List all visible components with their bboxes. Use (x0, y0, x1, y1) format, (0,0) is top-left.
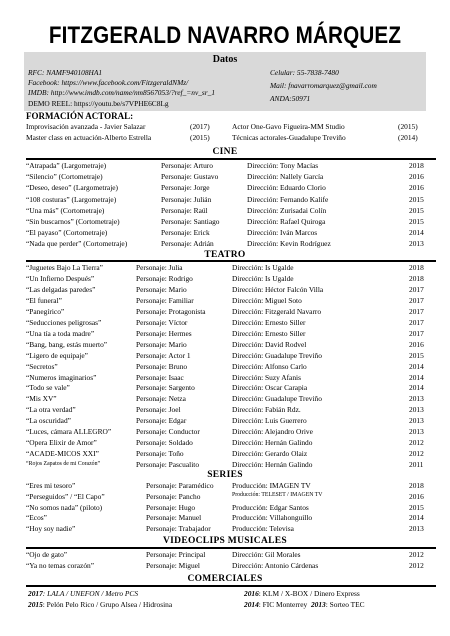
role-text: Personaje: Bruno (136, 361, 188, 371)
role-text: Personaje: Pancho (146, 491, 201, 501)
director-text: Dirección: Ernesto Siller (232, 328, 306, 338)
work-title: “Ojo de gato” (26, 550, 68, 559)
year-text: 2018 (409, 273, 424, 283)
teatro-row (26, 383, 436, 394)
teatro-row (26, 449, 436, 460)
teatro-row (26, 362, 436, 373)
year-text: 2012 (409, 550, 424, 559)
commercials-2015 (28, 600, 172, 609)
teatro-row (26, 318, 436, 329)
role-text: Personaje: Hugo (146, 502, 196, 512)
cine-heading: CINE (212, 147, 238, 157)
director-text: Producción: Edgar Santos (232, 502, 309, 512)
year-text: 2017 (409, 306, 424, 316)
role-text: Personaje: Gustavo (161, 172, 219, 182)
work-title: “Opera Elixir de Amor” (26, 438, 97, 448)
work-title: “La oscuridad” (26, 416, 71, 426)
work-title: “Mis XV” (26, 394, 57, 404)
director-text: Dirección: Ernesto Siller (232, 317, 306, 327)
cine-row (26, 161, 436, 172)
year-text: 2017 (409, 328, 424, 338)
role-text: Personaje: Mario (136, 284, 187, 294)
role-text: Personaje: Soldado (136, 438, 193, 448)
work-title: “Una más” (Cortometraje) (26, 205, 105, 215)
director-text: Dirección: David Rodvel (232, 339, 307, 349)
role-text: Personaje: Arturo (161, 161, 213, 170)
role-text: Personaje: Joel (136, 405, 181, 415)
role-text: Personaje: Netza (136, 394, 186, 404)
director-text: Producción: TELESET / IMAGEN TV (232, 491, 323, 498)
director-text: Dirección: Zurisadai Colín (247, 205, 327, 215)
teatro-row (26, 394, 436, 405)
role-text: Personaje: Actor 1 (136, 350, 191, 360)
work-title: “Las delgadas paredes” (26, 284, 96, 294)
year-text: 2017 (409, 317, 424, 327)
role-text: Personaje: Víctor (136, 317, 188, 327)
commercials-2016 (244, 589, 360, 598)
phone-text: Celular: 55-7838-7480 (270, 68, 339, 77)
teatro-row (26, 438, 436, 449)
year-text: 2014 (409, 513, 424, 523)
teatro-row (26, 351, 436, 362)
director-text: Dirección: Rafael Quiroga (247, 217, 326, 226)
course-name: Master class en actuación-Alberto Estrella (26, 133, 152, 142)
role-text: Personaje: Trabajador (146, 524, 211, 534)
role-text: Personaje: Toño (136, 449, 184, 459)
work-title: “Todo se vale” (26, 383, 70, 393)
work-title: “Numeros imaginarios” (26, 372, 97, 382)
year-text: 2014 (409, 383, 424, 393)
year-text: 2013 (409, 416, 424, 426)
role-text: Personaje: Erick (161, 228, 210, 238)
teatro-row (26, 329, 436, 340)
year-text: 2014 (409, 361, 424, 371)
director-text: Dirección: Is Ugalde (232, 263, 294, 272)
course-year: (2017) (190, 122, 210, 131)
teatro-divider (26, 260, 436, 262)
director-text: Dirección: Alejandro Orive (232, 427, 313, 437)
director-text: Dirección: Hernán Galindo (232, 460, 313, 470)
comerciales-divider (26, 585, 436, 587)
commercials-2014-2013 (244, 600, 365, 609)
commercials-year-2016: 2016 (244, 589, 259, 598)
role-text: Personaje: Julián (161, 194, 212, 204)
director-text: Dirección: Nallely García (247, 172, 324, 182)
work-title: “La otra verdad” (26, 405, 76, 415)
commercials-brands-2017: : LALA / UNEFON / Metro PCS (42, 589, 139, 598)
training-heading: FORMACIÓN ACTORAL: (26, 111, 134, 121)
imdb-link[interactable]: IMDB: http://www.imdb.com/name/nm8567053/?ref_=nv_sr_1 (28, 88, 216, 97)
director-text: Dirección: Kevin Rodríguez (247, 239, 331, 249)
director-text: Dirección: Is Ugalde (232, 273, 294, 283)
series-row (26, 503, 436, 514)
director-text: Dirección: Hernán Galindo (232, 438, 313, 448)
work-title: “Juguetes Bajo La Tierra” (26, 263, 103, 272)
work-title: “Panegírico” (26, 306, 65, 316)
director-text: Dirección: Alfonso Carlo (232, 361, 307, 371)
role-text: Personaje: Familiar (136, 295, 194, 305)
work-title: “108 costuras” (Largometraje) (26, 194, 117, 204)
year-text: 2015 (409, 502, 424, 512)
email-link[interactable]: Mail: fnavarromarquez@gmail.com (270, 81, 377, 90)
training-row (26, 133, 436, 144)
director-text: Dirección: Luis Guerrero (232, 416, 307, 426)
work-title: “Seducciones peligrosas” (26, 317, 102, 327)
year-text: 2013 (409, 239, 424, 249)
role-text: Personaje: Manuel (146, 513, 202, 523)
comerciales-heading: COMERCIALES (187, 574, 263, 584)
commercials-year-2015: 2015 (28, 600, 43, 609)
role-text: Personaje: Edgar (136, 416, 187, 426)
contact-data-heading: Datos (212, 54, 238, 65)
demo-reel-link[interactable]: DEMO REEL: https://youtu.be/s7VPHE6C8Lg (28, 99, 169, 108)
commercials-brands-2013: : Sorteo TEC (325, 600, 365, 609)
year-text: 2016 (409, 491, 424, 501)
work-title: “Bang, bang, estás muerto” (26, 339, 108, 349)
commercials-brands-2015: : Pelón Pelo Rico / Grupo Alsea / Hidrosina (42, 600, 173, 609)
series-row (26, 492, 436, 503)
year-text: 2013 (409, 427, 424, 437)
teatro-row (26, 285, 436, 296)
director-text: Dirección: Suzy Afanis (232, 372, 301, 382)
director-text: Producción: IMAGEN TV (232, 481, 311, 490)
year-text: 2014 (409, 228, 424, 238)
role-text: Personaje: Santiago (161, 217, 220, 226)
role-text: Personaje: Miguel (146, 561, 200, 570)
year-text: 2016 (409, 339, 424, 349)
series-row (26, 481, 436, 492)
director-text: Dirección: Miguel Soto (232, 295, 302, 305)
work-title: “Rojos Zapatos de mi Corazón” (26, 461, 101, 468)
videoclip-row (26, 550, 436, 561)
work-title: “Hoy soy nadie” (26, 524, 76, 534)
work-title: “Una tía a toda madre” (26, 328, 95, 338)
cine-row (26, 206, 436, 217)
role-text: Personaje: Protagonista (136, 306, 206, 316)
teatro-heading: TEATRO (204, 250, 246, 260)
course-name: Improvisación avanzada - Javier Salazar (26, 122, 146, 131)
series-row (26, 524, 436, 535)
year-text: 2018 (409, 263, 424, 272)
year-text: 2012 (409, 438, 424, 448)
director-text: Producción: Villahonguillo (232, 513, 313, 523)
role-text: Personaje: Julia (136, 263, 183, 272)
role-text: Personaje: Hermes (136, 328, 192, 338)
role-text: Personaje: Mario (136, 339, 187, 349)
commercials-year-2017: 2017 (28, 589, 43, 598)
teatro-row (26, 307, 436, 318)
director-text: Dirección: Fabián Rdz. (232, 405, 301, 415)
work-title: “El funeral” (26, 295, 62, 305)
work-title: “Silencio” (Cortometraje) (26, 172, 103, 182)
cine-row (26, 239, 436, 250)
director-text: Dirección: Iván Marcos (247, 228, 318, 238)
year-text: 2014 (409, 372, 424, 382)
teatro-row (26, 296, 436, 307)
teatro-row (26, 427, 436, 438)
work-title: “Luces, cámara ALLEGRO” (26, 427, 112, 437)
work-title: “Nada que perder” (Cortometraje) (26, 239, 128, 249)
year-text: 2012 (409, 449, 424, 459)
course-year: (2014) (398, 133, 418, 142)
year-text: 2018 (409, 161, 424, 170)
work-title: “Ligero de equipaje” (26, 350, 88, 360)
videoclips-divider (26, 547, 436, 549)
work-title: “El payaso” (Cortometraje) (26, 228, 108, 238)
facebook-link[interactable]: Facebook: https://www.facebook.com/FitzgeraldNMz/ (28, 78, 189, 87)
year-text: 2017 (409, 284, 424, 294)
course-name: Actor One-Gavo Figueira-MM Studio (232, 122, 345, 131)
director-text: Dirección: Fitzgerald Navarro (232, 306, 322, 316)
role-text: Personaje: Rodrigo (136, 273, 193, 283)
year-text: 2015 (409, 194, 424, 204)
teatro-row (26, 405, 436, 416)
work-title: “Sin buscarnos” (Cortometraje) (26, 217, 120, 226)
rfc-text: RFC: NAMF940108HA1 (28, 68, 103, 77)
teatro-row (26, 373, 436, 384)
commercials-year-2014: 2014 (244, 600, 259, 609)
year-text: 2016 (409, 183, 424, 193)
course-year: (2015) (398, 122, 418, 131)
page-title: FITZGERALD NAVARRO MÁRQUEZ (48, 22, 402, 49)
work-title: “Ecos” (26, 513, 47, 523)
year-text: 2016 (409, 172, 424, 182)
work-title: “ACADE-MICOS XXI” (26, 449, 99, 459)
work-title: “Perseguidos” / “El Capo” (26, 491, 105, 501)
work-title: “Un Infierno Después” (26, 273, 95, 283)
year-text: 2015 (409, 350, 424, 360)
year-text: 2013 (409, 524, 424, 534)
anda-text: ANDA:50971 (270, 94, 311, 103)
commercials-year-2013: 2013 (310, 600, 326, 609)
role-text: Personaje: Raúl (161, 205, 208, 215)
director-text: Dirección: Héctor Falcón Villa (232, 284, 324, 294)
course-name: Técnicas actorales-Guadalupe Treviño (232, 133, 346, 142)
year-text: 2017 (409, 295, 424, 305)
commercials-2017 (28, 589, 138, 598)
year-text: 2013 (409, 405, 424, 415)
commercials-brands-2014: : FIC Monterrey (258, 600, 308, 609)
director-text: Dirección: Guadalupe Treviño (232, 394, 322, 404)
director-text: Dirección: Gerardo Olaiz (232, 449, 308, 459)
year-text: 2011 (409, 460, 424, 470)
year-text: 2015 (409, 205, 424, 215)
role-text: Personaje: Pascualito (136, 460, 200, 470)
director-text: Producción: Televisa (232, 524, 294, 534)
videoclips-heading: VIDEOCLIPS MUSICALES (163, 536, 287, 546)
cine-row (26, 195, 436, 206)
director-text: Dirección: Tony Macías (247, 161, 319, 170)
year-text: 2015 (409, 217, 424, 226)
teatro-row (26, 263, 436, 274)
work-title: “Deseo, deseo” (Largometraje) (26, 183, 118, 193)
contact-data-box (24, 52, 426, 111)
work-title: “Atrapada” (Largometraje) (26, 161, 107, 170)
teatro-row (26, 274, 436, 285)
director-text: Dirección: Eduardo Clorio (247, 183, 326, 193)
series-row (26, 513, 436, 524)
role-text: Personaje: Jorge (161, 183, 210, 193)
videoclip-row (26, 561, 436, 572)
work-title: “Eres mi tesoro” (26, 481, 76, 490)
cine-row (26, 172, 436, 183)
year-text: 2013 (409, 394, 424, 404)
director-text: Dirección: Antonio Cárdenas (232, 561, 319, 570)
year-text: 2012 (409, 561, 424, 570)
cine-row (26, 183, 436, 194)
commercials-brands-2016: : KLM / X-BOX / Dinero Express (258, 589, 360, 598)
work-title: “No somos nada” (piloto) (26, 502, 103, 512)
teatro-row (26, 340, 436, 351)
year-text: 2018 (409, 481, 424, 490)
role-text: Personaje: Principal (146, 550, 206, 559)
role-text: Personaje: Paramédico (146, 481, 214, 490)
role-text: Personaje: Adrián (161, 239, 214, 249)
role-text: Personaje: Conductor (136, 427, 200, 437)
course-year: (2015) (190, 133, 210, 142)
director-text: Dirección: Guadalupe Treviño (232, 350, 322, 360)
role-text: Personaje: Sargento (136, 383, 195, 393)
director-text: Dirección: Gil Morales (232, 550, 301, 559)
cine-row (26, 217, 436, 228)
director-text: Dirección: Oscar Carapia (232, 383, 308, 393)
work-title: “Ya no temas corazón” (26, 561, 94, 570)
series-heading: SERIES (207, 470, 243, 480)
training-row (26, 122, 436, 133)
teatro-row (26, 416, 436, 427)
role-text: Personaje: Isaac (136, 372, 184, 382)
cine-divider (26, 158, 436, 160)
director-text: Dirección: Fernando Kalife (247, 194, 329, 204)
cine-row (26, 228, 436, 239)
work-title: “Secretos” (26, 361, 58, 371)
